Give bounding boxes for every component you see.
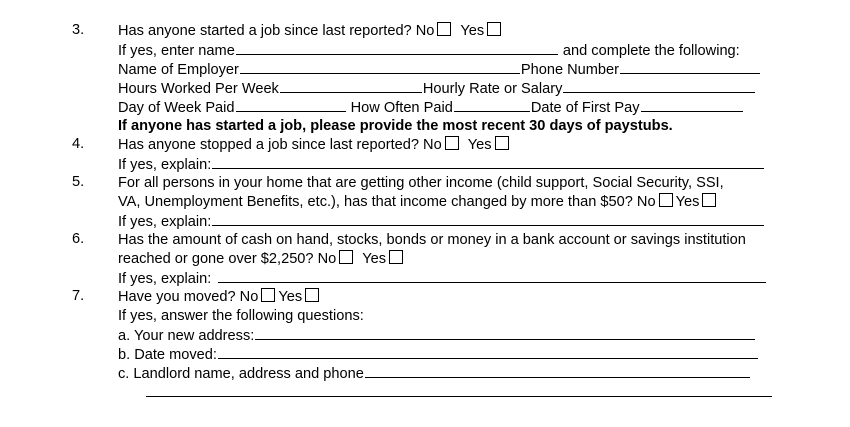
q3-hours-line [118,79,756,99]
q6-question-line2-text: reached or gone over $2,250? No [118,251,337,267]
q7-follow-label: If yes, answer the following questions: [118,308,364,324]
q3-rate-field[interactable] [563,79,755,93]
q4-no-checkbox[interactable] [445,136,459,150]
q6-explain-field[interactable] [218,269,766,283]
q3-name-label: If yes, enter name [118,43,235,59]
q3-day-label: Day of Week Paid [118,100,235,116]
q3-employer-label: Name of Employer [118,62,239,78]
q7-address-field[interactable] [255,326,755,340]
q7-date-field[interactable] [218,345,758,359]
q6-number: 6. [72,231,85,247]
q3-yes-label: Yes [460,23,485,39]
q5-yes-label: Yes [675,194,700,210]
q3-date-field[interactable] [641,98,743,112]
q3-complete-label: and complete the following: [562,43,740,59]
q4-explain-line [118,155,765,175]
q3-often-label: How Often Paid [350,100,453,116]
q5-explain-field[interactable] [212,212,764,226]
q3-hours-field[interactable] [280,79,422,93]
q4-yes-label: Yes [467,137,492,153]
q3-rate-label: Hourly Rate or Salary [422,81,563,97]
q5-question-line2-text: VA, Unemployment Benefits, etc.), has that income changed by more than $50? No [118,194,656,210]
q7-number: 7. [72,288,85,304]
q4-explain-label: If yes, explain: [118,157,212,173]
q6-explain-label: If yes, explain: [118,271,212,287]
q3-no-checkbox[interactable] [437,22,451,36]
q7-landlord-field-2[interactable] [146,383,772,397]
q7-date-line [118,345,759,365]
q6-yes-checkbox[interactable] [389,250,403,264]
q5-explain-line [118,212,765,232]
q4-question: Has anyone stopped a job since last reported? No [118,137,442,153]
q7-landlord-line [118,364,751,384]
q7-yes-label: Yes [278,289,303,305]
q3-often-field[interactable] [454,98,530,112]
q7-no-checkbox[interactable] [261,288,275,302]
q7-question-line [118,288,322,307]
q4-explain-field[interactable] [212,155,764,169]
q3-phone-label: Phone Number [520,62,620,78]
q7-landlord-label: c. Landlord name, address and phone [118,366,364,382]
q7-address-label: a. Your new address: [118,328,255,344]
q5-no-checkbox[interactable] [659,193,673,207]
q6-question-line1: Has the amount of cash on hand, stocks, bonds or money in a bank account or savings institution [118,232,746,248]
q4-number: 4. [72,136,85,152]
q3-employer-field[interactable] [240,60,520,74]
q7-landlord-continuation-line [145,383,773,403]
q5-explain-label: If yes, explain: [118,214,212,230]
q5-question-line1: For all persons in your home that are getting other income (child support, Social Security, SSI, [118,175,724,191]
q5-yes-checkbox[interactable] [702,193,716,207]
q6-explain-line [118,269,767,289]
q7-date-label: b. Date moved: [118,347,217,363]
q3-day-line [118,98,744,118]
q7-question: Have you moved? No [118,289,259,305]
q5-question-line2 [118,193,719,212]
q7-yes-checkbox[interactable] [305,288,319,302]
q3-day-field[interactable] [236,98,346,112]
q6-question-line2 [118,250,406,269]
q7-address-line [118,326,756,346]
q6-no-checkbox[interactable] [339,250,353,264]
q3-name-field[interactable] [236,41,558,55]
q3-question: Has anyone started a job since last reported? No [118,23,435,39]
q3-yes-checkbox[interactable] [487,22,501,36]
q7-landlord-field[interactable] [365,364,750,378]
q3-question-line [118,22,504,41]
q4-question-line [118,136,512,155]
q6-yes-label: Yes [362,251,387,267]
q3-hours-label: Hours Worked Per Week [118,81,279,97]
q3-paystub-note: If anyone has started a job, please provide the most recent 30 days of paystubs. [118,118,673,134]
q3-phone-field[interactable] [620,60,760,74]
q3-date-label: Date of First Pay [530,100,640,116]
q3-number: 3. [72,22,85,38]
q5-number: 5. [72,174,85,190]
q3-employer-line [118,60,761,80]
q3-name-line [118,41,740,61]
q4-yes-checkbox[interactable] [495,136,509,150]
